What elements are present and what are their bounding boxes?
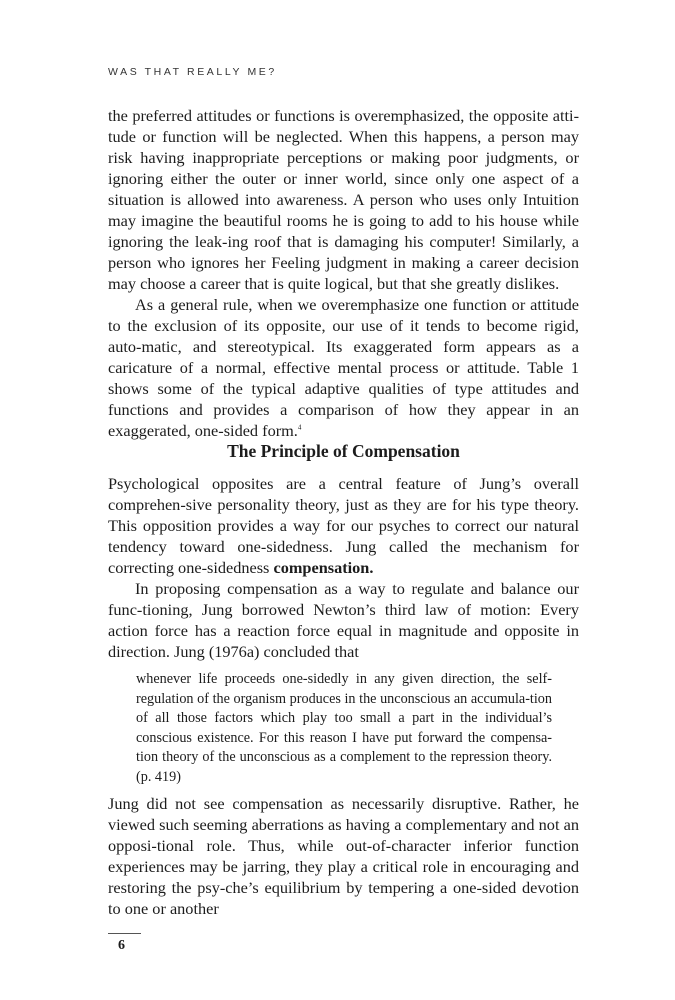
page-number: 6	[118, 938, 125, 953]
paragraph-4: In proposing compensation as a way to regulate and balance our func-tioning, Jung borrowed Newton’s third law of motion: Every action force has a reaction force equal in magnitude and opposite in direction. Jung (1976a) concluded that	[108, 579, 579, 661]
paragraph-2-text: As a general rule, when we overemphasize one function or attitude to the exclusion of its opposite, our use of it tends to become rigid, auto-matic, and stereotypical. Its exaggerated form appears as a caricature of a normal, effective mental process or attitude. Table 1 shows some of the typical adaptive qualities of type attitudes and functions and provides a comparison of how they appear in an exaggerated, one-sided form.	[108, 295, 579, 440]
paragraph-2	[108, 295, 579, 442]
paragraph-1: the preferred attitudes or functions is overemphasized, the opposite atti-tude or function will be neglected. When this happens, a person may risk having inappropriate perceptions or making poor judgments, or ignoring either the outer or inner world, since only one aspect of a situation is allowed into awareness. A person who uses only Intuition may imagine the beautiful rooms he is going to add to his house while ignoring the leak-ing roof that is damaging his computer! Similarly, a person who ignores her Feeling judgment in making a career decision may choose a career that is quite logical, but that she greatly dislikes.	[108, 106, 579, 293]
paragraph-3	[108, 474, 579, 579]
bold-term: compensation.	[273, 557, 374, 577]
paragraph-5: Jung did not see compensation as necessarily disruptive. Rather, he viewed such seeming aberrations as having a complementary and not an opposi-tional role. Thus, while out-of-character inferior function experiences may be jarring, they play a critical role in encouraging and restoring the psy-che’s equilibrium by tempering a one-sided devotion to one or another	[108, 794, 579, 918]
section-heading: The Principle of Compensation	[227, 441, 460, 461]
block-quote: whenever life proceeds one-sidedly in any given direction, the self-regulation of the organism produces in the unconscious an accumula-tion of all those factors which play too small a part in the individual’s conscious existence. For this reason I have put forward the compensa-tion theory of the unconscious as a complement to the repression theory. (p. 419)	[136, 671, 552, 785]
footnote-marker: 4	[297, 423, 302, 432]
running-head: WAS THAT REALLY ME?	[108, 66, 277, 78]
folio-rule	[108, 933, 141, 934]
paragraph-3-text: Psychological opposites are a central feature of Jung’s overall comprehen-sive personality theory, just as they are for his type theory. This opposition provides a way for our psyches to correct our natural tendency toward one-sidedness. Jung called the mechanism for correcting one-sidedness	[108, 474, 579, 577]
